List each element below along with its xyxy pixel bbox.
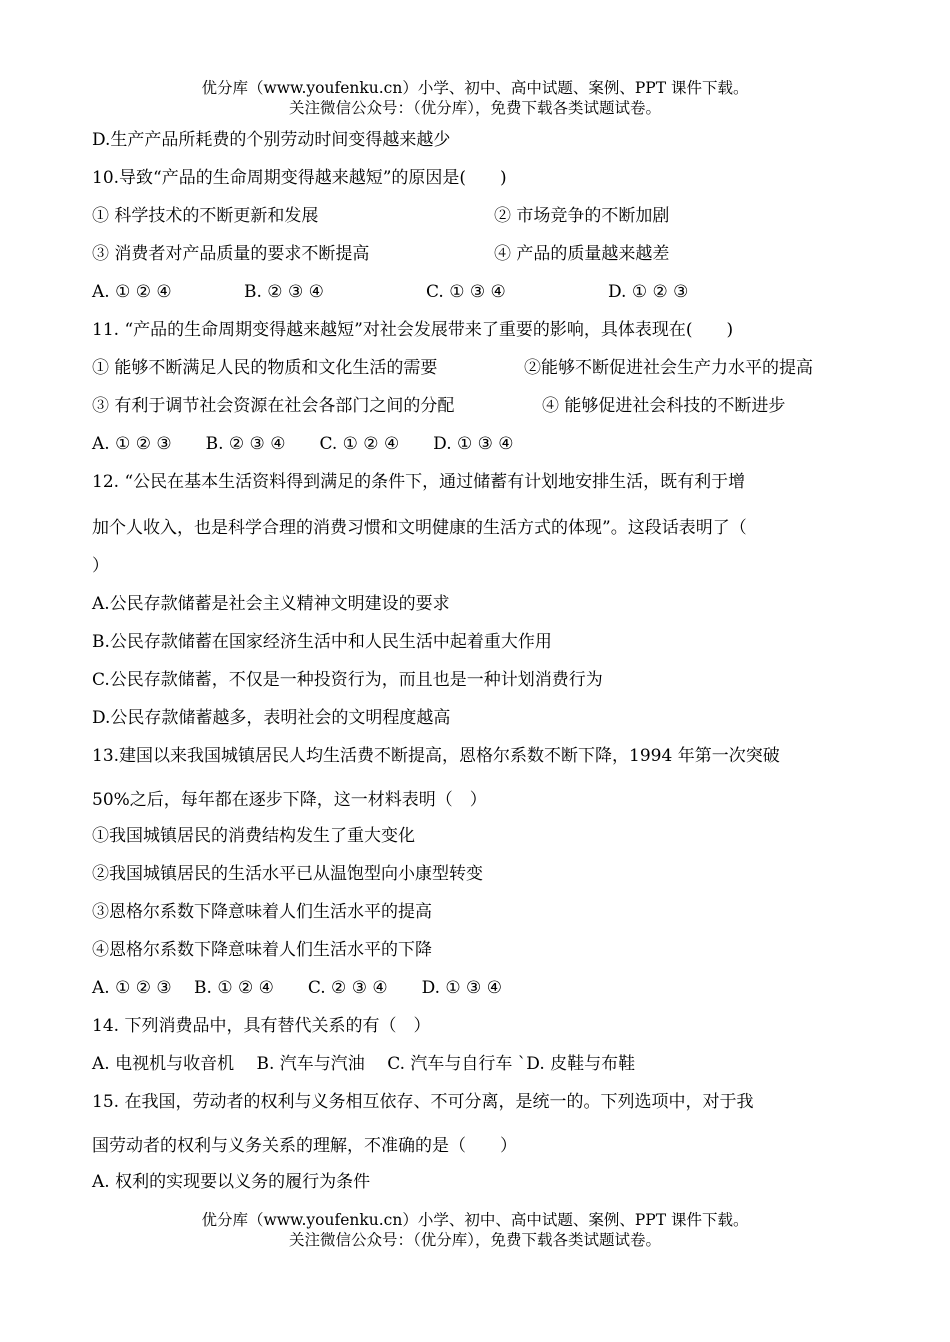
q11-item-3: ③ 有利于调节社会资源在社会各部门之间的分配 xyxy=(92,396,455,416)
q11-stem: 11. “产品的生命周期变得越来越短”对社会发展带来了重要的影响，具体表现在( ) xyxy=(92,320,734,340)
q10-item-3: ③ 消费者对产品质量的要求不断提高 xyxy=(92,244,370,264)
q10-item-1: ① 科学技术的不断更新和发展 xyxy=(92,206,319,226)
q12-stem-line-2: 加个人收入，也是科学合理的消费习惯和文明健康的生活方式的体现”。这段话表明了（ xyxy=(92,518,747,538)
q10-choice-c: C. ① ③ ④ xyxy=(426,282,506,302)
q10-choice-b: B. ② ③ ④ xyxy=(244,282,324,302)
q12-stem-line-1: 12. “公民在基本生活资料得到满足的条件下，通过储蓄有计划地安排生活，既有利于增 xyxy=(92,472,746,492)
q13-stem-line-1: 13.建国以来我国城镇居民人均生活费不断提高，恩格尔系数不断下降，1994 年第一次突破 xyxy=(92,746,780,766)
q10-stem: 10.导致“产品的生命周期变得越来越短”的原因是( ) xyxy=(92,168,507,188)
q14-choices: A. 电视机与收音机 B. 汽车与汽油 C. 汽车与自行车 `D. 皮鞋与布鞋 xyxy=(92,1054,636,1074)
q13-item-2: ②我国城镇居民的生活水平已从温饱型向小康型转变 xyxy=(92,864,483,884)
q11-item-2: ②能够不断促进社会生产力水平的提高 xyxy=(524,358,813,378)
q13-choices: A. ① ② ③ B. ① ② ④ C. ② ③ ④ D. ① ③ ④ xyxy=(92,978,502,998)
q11-choices: A. ① ② ③ B. ② ③ ④ C. ① ② ④ D. ① ③ ④ xyxy=(92,434,514,454)
q10-item-2: ② 市场竞争的不断加剧 xyxy=(494,206,670,226)
header-line-1: 优分库（www.youfenku.cn）小学、初中、高中试题、案例、PPT 课件下载。 xyxy=(201,79,749,97)
q11-item-1: ① 能够不断满足人民的物质和文化生活的需要 xyxy=(92,358,438,378)
q10-item-4: ④ 产品的质量越来越差 xyxy=(494,244,670,264)
q10-choice-d: D. ① ② ③ xyxy=(608,282,689,302)
q13-item-4: ④恩格尔系数下降意味着人们生活水平的下降 xyxy=(92,940,432,960)
q14-stem: 14. 下列消费品中，具有替代关系的有（ ） xyxy=(92,1016,431,1036)
q15-stem-line-1: 15. 在我国，劳动者的权利与义务相互依存、不可分离，是统一的。下列选项中，对于我 xyxy=(92,1092,754,1112)
q12-stem-line-3: ） xyxy=(92,556,109,576)
q13-item-1: ①我国城镇居民的消费结构发生了重大变化 xyxy=(92,826,415,846)
footer-line-2: 关注微信公众号：（优分库），免费下载各类试题试卷。 xyxy=(288,1231,661,1249)
q10-choice-a: A. ① ② ④ xyxy=(92,282,172,302)
q13-stem-line-2: 50%之后，每年都在逐步下降，这一材料表明（ ） xyxy=(92,790,487,810)
q12-option-a: A.公民存款储蓄是社会主义精神文明建设的要求 xyxy=(92,594,450,614)
q12-option-b: B.公民存款储蓄在国家经济生活中和人民生活中起着重大作用 xyxy=(92,632,552,652)
footer-line-1: 优分库（www.youfenku.cn）小学、初中、高中试题、案例、PPT 课件下载。 xyxy=(201,1211,749,1229)
q12-option-c: C.公民存款储蓄，不仅是一种投资行为，而且也是一种计划消费行为 xyxy=(92,670,603,690)
q15-stem-line-2: 国劳动者的权利与义务关系的理解，不准确的是（ ） xyxy=(92,1136,517,1156)
q13-item-3: ③恩格尔系数下降意味着人们生活水平的提高 xyxy=(92,902,432,922)
q9-option-d: D.生产产品所耗费的个别劳动时间变得越来越少 xyxy=(92,130,451,150)
header-line-2: 关注微信公众号：（优分库），免费下载各类试题试卷。 xyxy=(288,99,661,117)
q11-item-4: ④ 能够促进社会科技的不断进步 xyxy=(542,396,786,416)
q12-option-d: D.公民存款储蓄越多，表明社会的文明程度越高 xyxy=(92,708,451,728)
q15-option-a: A. 权利的实现要以义务的履行为条件 xyxy=(92,1172,371,1192)
